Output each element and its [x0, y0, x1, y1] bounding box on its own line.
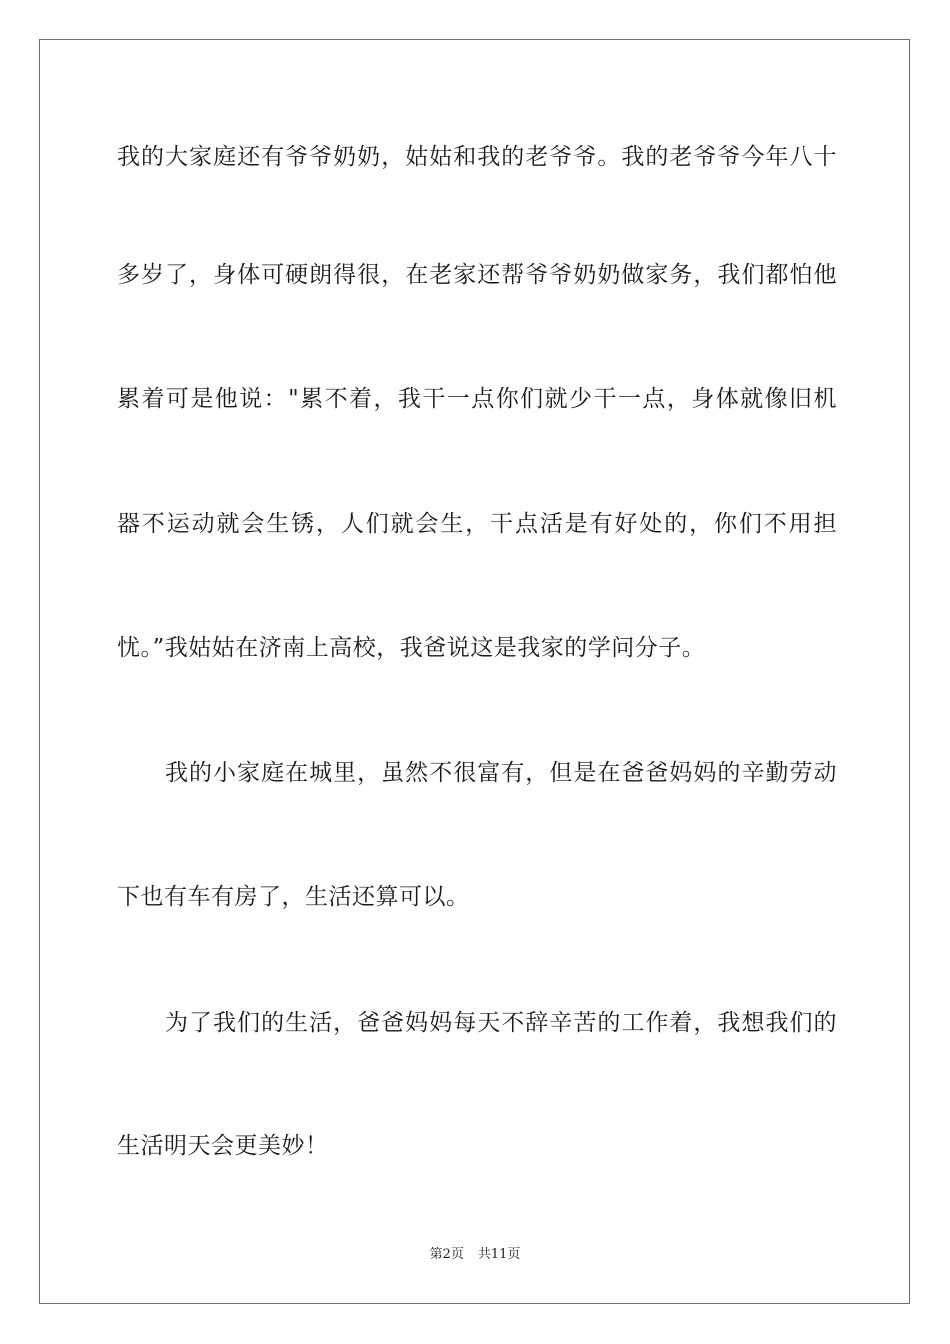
paragraph-line: 多岁了，身体可硬朗得很，在老家还帮爷爷奶奶做家务，我们都怕他 — [117, 262, 837, 288]
paragraph-line: 下也有车有房了，生活还算可以。 — [117, 884, 470, 910]
paragraph-line: 忧。”我姑姑在济南上高校，我爸说这是我家的学问分子。 — [117, 635, 706, 661]
page-frame — [39, 39, 910, 1304]
paragraph-line: 累着可是他说："累不着，我干一点你们就少干一点，身体就像旧机 — [117, 386, 837, 412]
page-footer — [0, 1246, 950, 1264]
paragraph-line: 为了我们的生活，爸爸妈妈每天不辞辛苦的工作着，我想我们的 — [165, 1010, 837, 1036]
total-pages: 共11页 — [477, 1247, 521, 1262]
page-number: 第2页 — [429, 1247, 464, 1262]
paragraph-line: 生活明天会更美妙！ — [117, 1133, 329, 1159]
paragraph-line: 器不运动就会生锈，人们就会生，干点活是有好处的，你们不用担 — [117, 511, 837, 537]
paragraph-line: 我的小家庭在城里，虽然不很富有，但是在爸爸妈妈的辛勤劳动 — [165, 760, 837, 786]
paragraph-line: 我的大家庭还有爷爷奶奶，姑姑和我的老爷爷。我的老爷爷今年八十 — [117, 144, 837, 170]
